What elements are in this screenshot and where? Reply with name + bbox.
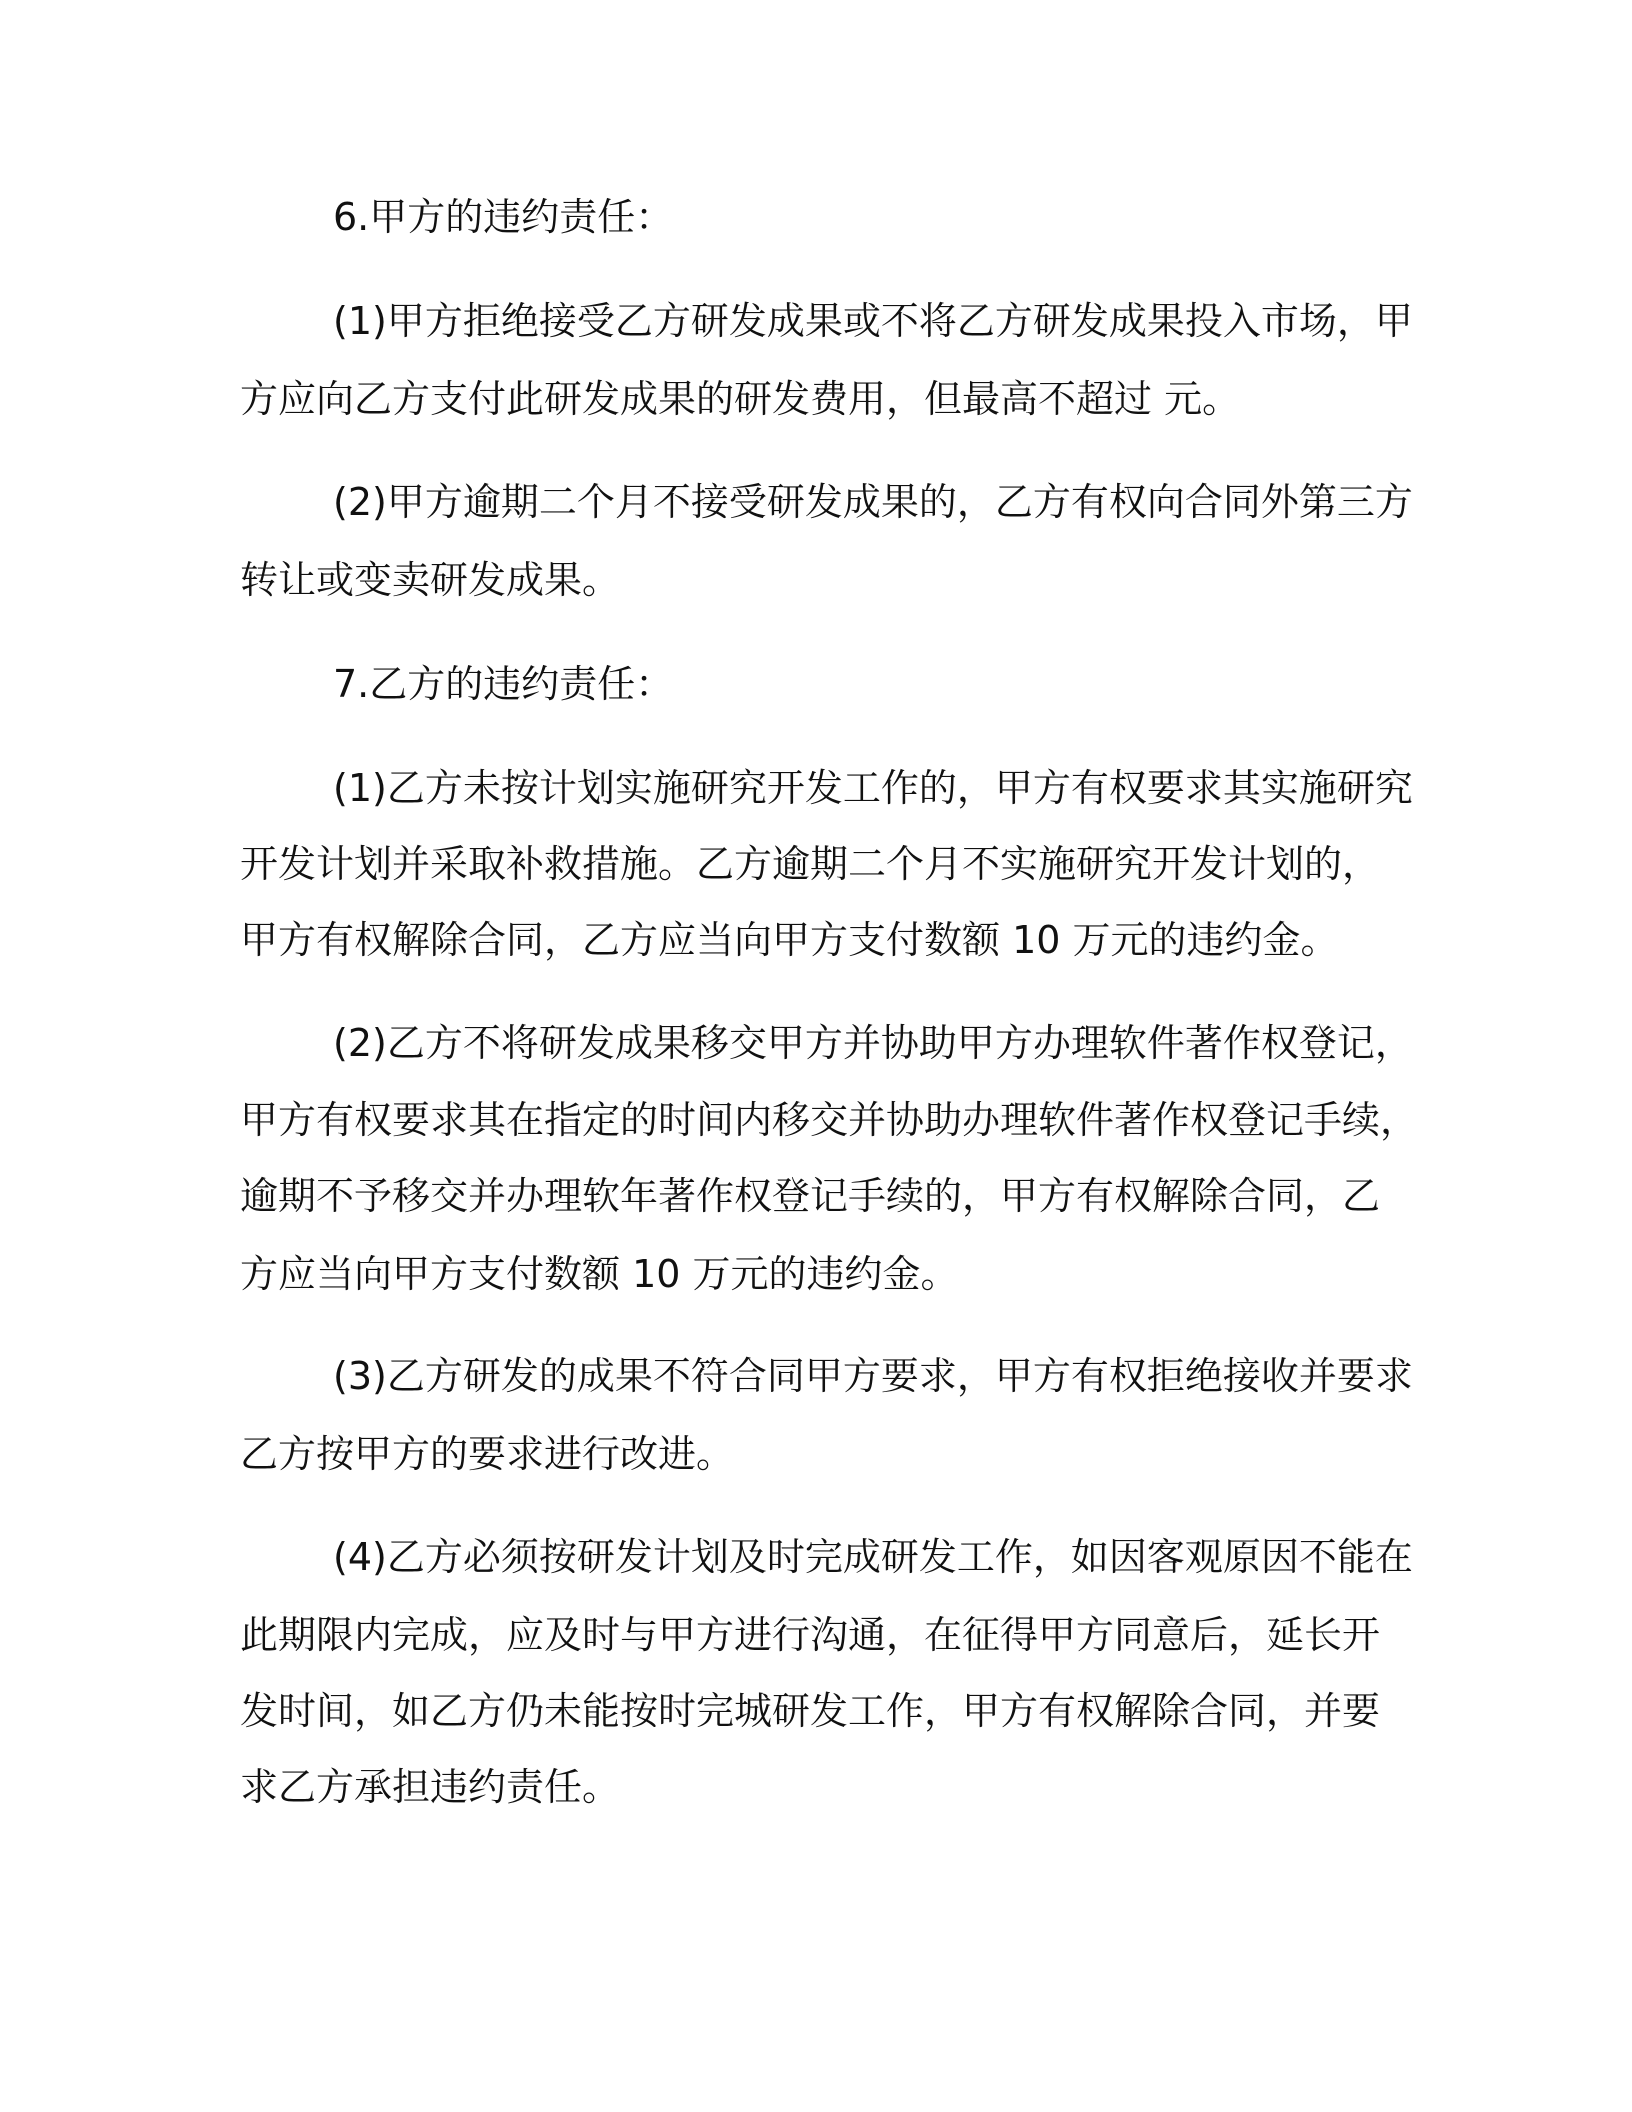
section-7-item-3-line-2: 乙方按甲方的要求进行改进。: [240, 1432, 735, 1476]
section-7-item-2-line-4: 方应当向甲方支付数额 10 万元的违约金。: [240, 1252, 959, 1296]
section-7-item-1-line-1: (1)乙方未按计划实施研究开发工作的，甲方有权要求其实施研究: [333, 766, 1413, 810]
section-7-item-4-line-2: 此期限内完成，应及时与甲方进行沟通，在征得甲方同意后，延长开: [240, 1613, 1381, 1657]
section-7-heading: 7.乙方的违约责任：: [333, 662, 674, 706]
section-7-item-1-line-2: 开发计划并采取补救措施。乙方逾期二个月不实施研究开发计划的，: [240, 842, 1381, 886]
section-7-item-4-line-3: 发时间，如乙方仍未能按时完城研发工作，甲方有权解除合同，并要: [240, 1689, 1381, 1733]
section-7-item-3-line-1: (3)乙方研发的成果不符合同甲方要求，甲方有权拒绝接收并要求: [333, 1354, 1413, 1398]
section-7-item-2-line-2: 甲方有权要求其在指定的时间内移交并协助办理软件著作权登记手续，: [240, 1098, 1419, 1142]
section-6-item-1-line-2: 方应向乙方支付此研发成果的研发费用，但最高不超过 元。: [240, 377, 1241, 421]
section-6-heading: 6.甲方的违约责任：: [333, 195, 674, 239]
section-6-item-1-line-1: (1)甲方拒绝接受乙方研发成果或不将乙方研发成果投入市场，甲: [333, 299, 1413, 343]
section-6-item-2-line-1: (2)甲方逾期二个月不接受研发成果的，乙方有权向合同外第三方: [333, 480, 1413, 524]
section-7-item-2-line-1: (2)乙方不将研发成果移交甲方并协助甲方办理软件著作权登记，: [333, 1021, 1413, 1065]
section-7-item-2-line-3: 逾期不予移交并办理软年著作权登记手续的，甲方有权解除合同，乙: [240, 1174, 1381, 1218]
section-7-item-4-line-4: 求乙方承担违约责任。: [240, 1765, 621, 1809]
section-7-item-1-line-3: 甲方有权解除合同，乙方应当向甲方支付数额 10 万元的违约金。: [240, 918, 1339, 962]
section-6-item-2-line-2: 转让或变卖研发成果。: [240, 558, 621, 602]
section-7-item-4-line-1: (4)乙方必须按研发计划及时完成研发工作，如因客观原因不能在: [333, 1535, 1413, 1579]
